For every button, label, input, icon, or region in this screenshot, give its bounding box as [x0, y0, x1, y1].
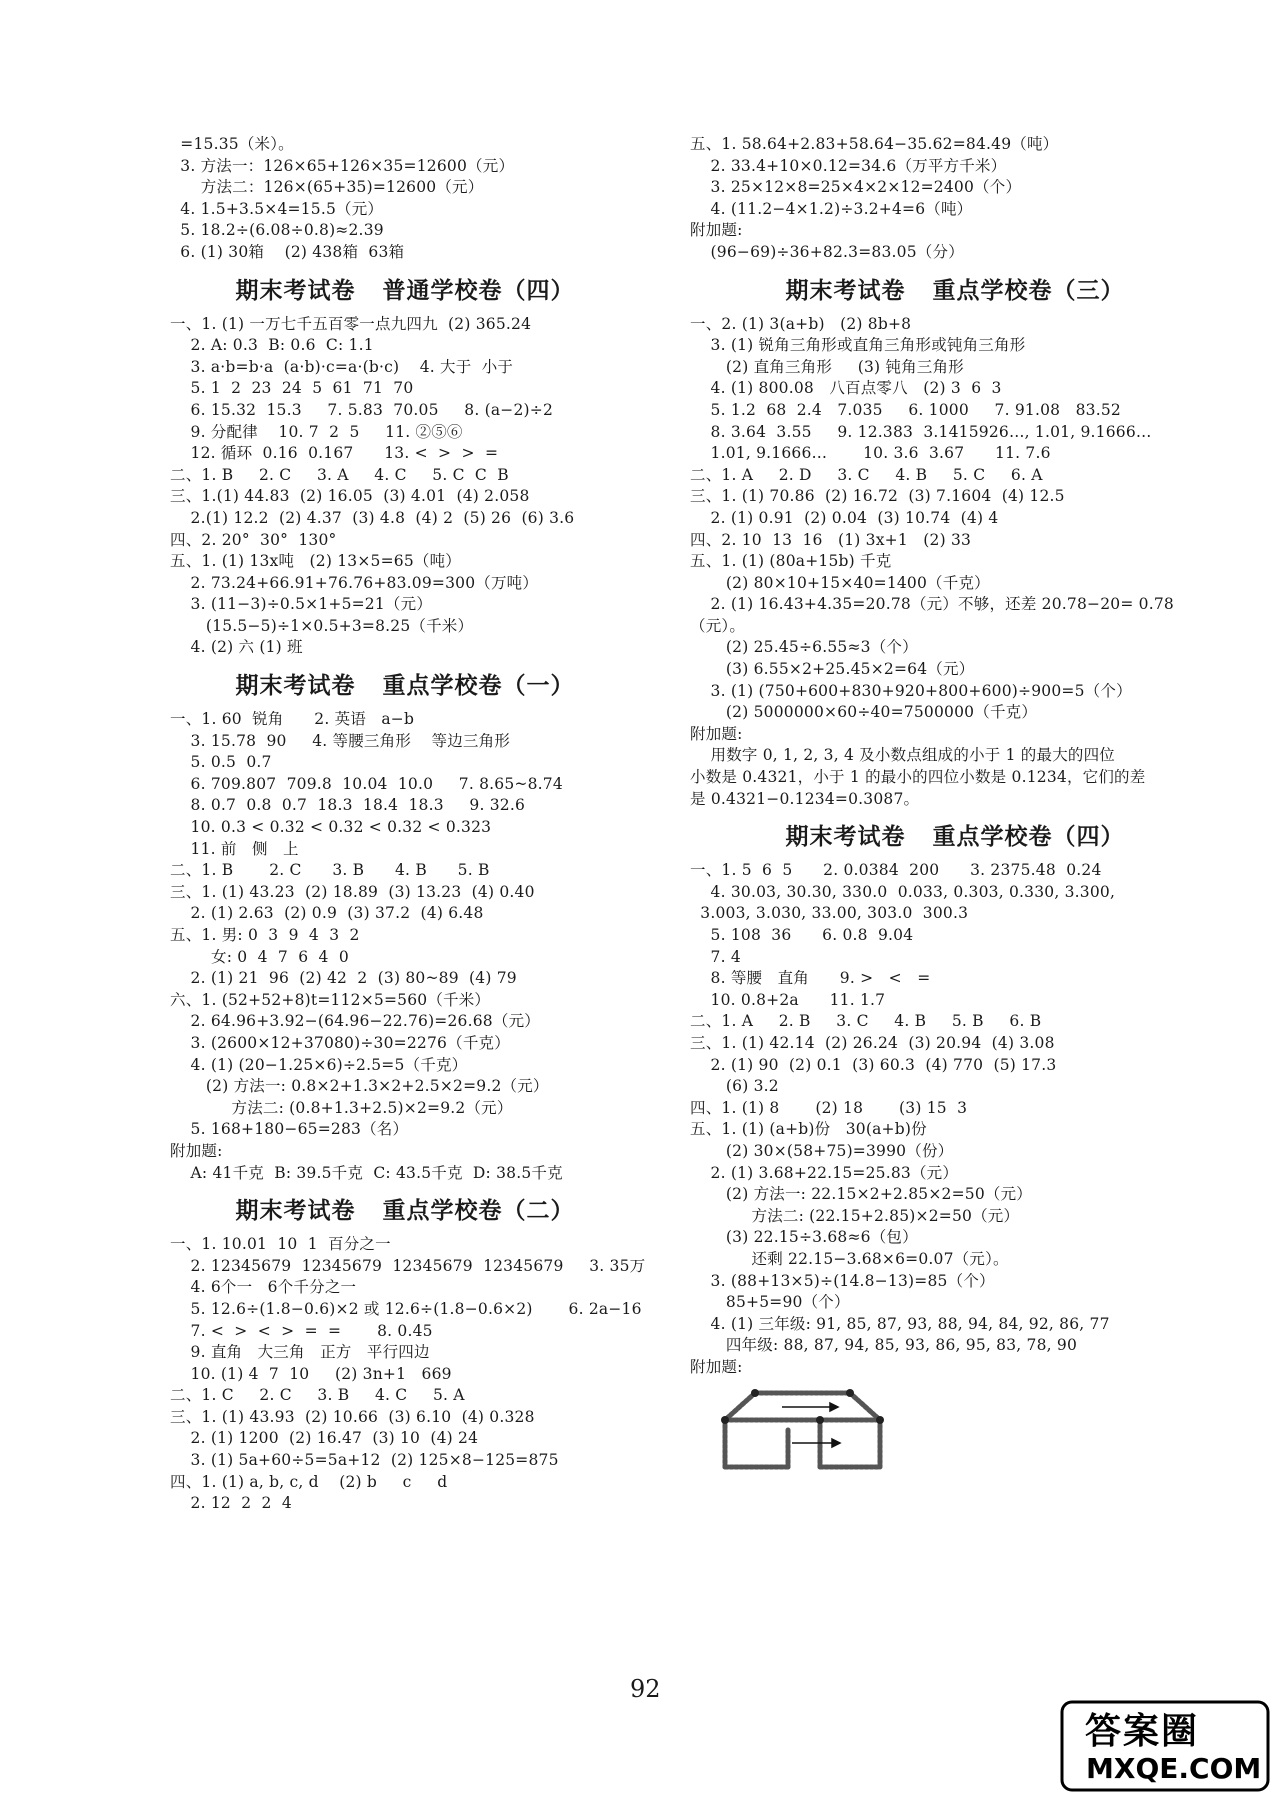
- answer-line: 2. A: 0.3 B: 0.6 C: 1.1: [170, 336, 374, 355]
- answer-line: 还剩 22.15−3.68×6=0.07（元）。: [690, 1249, 1009, 1268]
- answer-line: 女: 0 4 7 6 4 0: [170, 947, 349, 966]
- answer-line: 2. 12 2 2 4: [170, 1494, 292, 1513]
- answer-line: 5. 18.2÷(6.08÷0.8)≈2.39: [170, 221, 384, 240]
- answer-line: 四、1. (1) 8 (2) 18 (3) 15 3: [690, 1098, 968, 1117]
- answer-line: 4. (11.2−4×1.2)÷3.2+4=6（吨）: [690, 199, 973, 218]
- answer-line: (2) 30×(58+75)=3990（份）: [690, 1141, 954, 1160]
- answer-line: =15.35（米）。: [170, 135, 294, 153]
- answer-line: 小数是 0.4321，小于 1 的最小的四位小数是 0.1234，它们的差: [690, 768, 1146, 787]
- answer-line: 5. 168+180−65=283（名）: [170, 1120, 409, 1139]
- answer-line: 三、1. (1) 42.14 (2) 26.24 (3) 20.94 (4) 3.08: [690, 1033, 1055, 1052]
- answer-line: 3. (1) 锐角三角形或直角三角形或钝角三角形: [690, 336, 1026, 355]
- answer-line: 4. (1) 800.08 八百点零八 (2) 3 6 3: [690, 379, 1002, 398]
- answer-line: 3. 方法一：126×65+126×35=12600（元）: [170, 156, 515, 175]
- answer-line: (2) 方法一: 22.15×2+2.85×2=50（元）: [690, 1185, 1033, 1204]
- answer-line: 6. (1) 30箱 (2) 438箱 63箱: [170, 242, 405, 261]
- answer-line: 4. 30.03, 30.30, 330.0 0.033, 0.303, 0.330, 3.300,: [690, 882, 1116, 901]
- answer-line: (2) 直角三角形 (3) 钝角三角形: [690, 357, 964, 376]
- answer-line: 4. (1) 三年级: 91, 85, 87, 93, 88, 94, 84, 92, 86, 77: [690, 1314, 1110, 1333]
- answer-line: 3. 15.78 90 4. 等腰三角形 等边三角形: [170, 731, 511, 750]
- answer-line: (96−69)÷36+82.3=83.05（分）: [690, 242, 964, 261]
- answer-line: 方法二: (22.15+2.85)×2=50（元）: [690, 1206, 1020, 1225]
- answer-line: 二、1. A 2. D 3. C 4. B 5. C 6. A: [690, 465, 1043, 484]
- answer-line: 2. 33.4+10×0.12=34.6（万平方千米）: [690, 156, 1007, 175]
- answer-line: 12. 循环 0.16 0.167 13. < > > =: [170, 444, 499, 463]
- answer-line: 10. (1) 4 7 10 (2) 3n+1 669: [170, 1364, 452, 1383]
- answer-line: 3. (2600×12+37080)÷30=2276（千克）: [170, 1033, 510, 1052]
- answer-line: 附加题:: [170, 1141, 223, 1160]
- section-heading: 期末考试卷 普通学校卷（四）: [235, 277, 575, 304]
- answer-line: 用数字 0, 1, 2, 3, 4 及小数点组成的小于 1 的最大的四位: [690, 746, 1116, 765]
- answer-line: 6. 15.32 15.3 7. 5.83 70.05 8. (a−2)÷2: [170, 400, 554, 419]
- answer-line: 5. 1.2 68 2.4 7.035 6. 1000 7. 91.08 83.52: [690, 400, 1121, 419]
- answer-line: (2) 5000000×60÷40=7500000（千克）: [690, 703, 1038, 722]
- answer-line: 4. (1) (20−1.25×6)÷2.5=5（千克）: [170, 1055, 468, 1074]
- answer-line: 5. 1 2 23 24 5 61 71 70: [170, 379, 414, 398]
- answer-line: 3. 25×12×8=25×4×2×12=2400（个）: [690, 178, 1022, 197]
- watermark-text: 答案圈: [1085, 1711, 1200, 1752]
- answer-line: 2. (1) 16.43+4.35=20.78（元）不够，还差 20.78−20= 0.78: [690, 595, 1174, 614]
- answer-line: 5. 0.5 0.7: [170, 753, 272, 772]
- answer-line: (3) 22.15÷3.68≈6（包）: [690, 1228, 918, 1247]
- answer-line: 附加题:: [690, 221, 743, 240]
- answer-line: 三、1. (1) 43.23 (2) 18.89 (3) 13.23 (4) 0.40: [170, 882, 535, 901]
- left-column: [170, 134, 680, 1515]
- answer-line: 2. (1) 1200 (2) 16.47 (3) 10 (4) 24: [170, 1429, 479, 1448]
- answer-line: 附加题:: [690, 724, 743, 743]
- answer-line: 5. 108 36 6. 0.8 9.04: [690, 926, 914, 944]
- answer-line: 四年级: 88, 87, 94, 85, 93, 86, 95, 83, 78, 90: [690, 1336, 1078, 1355]
- answer-line: 11. 前 侧 上: [170, 839, 299, 858]
- answer-line: 四、2. 20° 30° 130°: [170, 530, 337, 549]
- answer-line: (3) 6.55×2+25.45×2=64（元）: [690, 660, 975, 679]
- section-heading: 期末考试卷 重点学校卷（三）: [785, 277, 1125, 304]
- right-column: [690, 134, 1250, 1378]
- answer-line: 2. 12345679 12345679 12345679 12345679 3. 35万: [170, 1256, 646, 1275]
- answer-line: 6. 709.807 709.8 10.04 10.0 7. 8.65~8.74: [170, 774, 563, 793]
- section-heading: 期末考试卷 重点学校卷（一）: [235, 673, 575, 700]
- section-heading: 期末考试卷 重点学校卷（二）: [235, 1198, 575, 1225]
- answer-line: 二、1. B 2. C 3. A 4. C 5. C C B: [170, 465, 509, 484]
- answer-line: 四、1. (1) a, b, c, d (2) b c d: [170, 1472, 448, 1491]
- answer-line: 1.01, 9.1666… 10. 3.6 3.67 11. 7.6: [690, 444, 1051, 463]
- answer-line: 3. (1) (750+600+830+920+800+600)÷900=5（个）: [690, 681, 1132, 700]
- answer-line: 4. (2) 六 (1) 班: [170, 638, 303, 657]
- answer-line: 7. 4: [690, 947, 741, 966]
- answer-line: 方法二: (0.8+1.3+2.5)×2=9.2（元）: [170, 1098, 513, 1117]
- answer-line: 8. 等腰 直角 9. > < =: [690, 969, 931, 988]
- answer-line: 一、1. 60 锐角 2. 英语 a−b: [170, 710, 415, 729]
- answer-line: 3. (1) 5a+60÷5=5a+12 (2) 125×8−125=875: [170, 1451, 559, 1470]
- watermark-url: MXQE.COM: [1086, 1752, 1262, 1785]
- answer-line: 一、1. 10.01 10 1 百分之一: [170, 1235, 391, 1254]
- answer-line: 9. 分配律 10. 7 2 5 11. ②⑤⑥: [170, 422, 463, 441]
- answer-line: 六、1. (52+52+8)t=112×5=560（千米）: [170, 990, 491, 1009]
- answer-line: 五、1. 58.64+2.83+58.64−35.62=84.49（吨）: [690, 135, 1059, 153]
- page-number: 92: [630, 1675, 661, 1703]
- answer-line: 2. (1) 2.63 (2) 0.9 (3) 37.2 (4) 6.48: [170, 904, 484, 923]
- answer-line: 方法二：126×(65+35)=12600（元）: [170, 178, 484, 197]
- answer-line: 一、1. 5 6 5 2. 0.0384 200 3. 2375.48 0.24: [690, 861, 1102, 880]
- answer-line: 10. 0.8+2a 11. 1.7: [690, 990, 886, 1009]
- answer-line: 是 0.4321−0.1234=0.3087。: [690, 789, 920, 808]
- answer-line: 四、2. 10 13 16 (1) 3x+1 (2) 33: [690, 530, 972, 549]
- answer-line: (15.5−5)÷1×0.5+3=8.25（千米）: [170, 616, 474, 635]
- answer-line: 8. 0.7 0.8 0.7 18.3 18.4 18.3 9. 32.6: [170, 796, 526, 815]
- answer-line: 4. 1.5+3.5×4=15.5（元）: [170, 199, 384, 218]
- answer-line: 3. (88+13×5)÷(14.8−13)=85（个）: [690, 1271, 995, 1290]
- answer-line: 三、1. (1) 43.93 (2) 10.66 (3) 6.10 (4) 0.328: [170, 1407, 535, 1426]
- answer-line: A: 41千克 B: 39.5千克 C: 43.5千克 D: 38.5千克: [170, 1163, 563, 1182]
- answer-line: (2) 80×10+15×40=1400（千克）: [690, 573, 990, 592]
- answer-line: (2) 方法一: 0.8×2+1.3×2+2.5×2=9.2（元）: [170, 1077, 549, 1096]
- answer-line: 2. (1) 0.91 (2) 0.04 (3) 10.74 (4) 4: [690, 508, 999, 527]
- answer-line: 5. 12.6÷(1.8−0.6)×2 或 12.6÷(1.8−0.6×2) 6. 2a−16: [170, 1299, 642, 1318]
- answer-line: (6) 3.2: [690, 1077, 779, 1096]
- section-heading: 期末考试卷 重点学校卷（四）: [785, 824, 1125, 851]
- answer-line: 三、1. (1) 70.86 (2) 16.72 (3) 7.1604 (4) 12.5: [690, 487, 1065, 506]
- answer-line: 7. < > < > = = 8. 0.45: [170, 1321, 433, 1340]
- answer-line: (2) 25.45÷6.55≈3（个）: [690, 638, 918, 657]
- answer-line: 二、1. B 2. C 3. B 4. B 5. B: [170, 861, 490, 880]
- answer-line: 五、1. (1) (80a+15b) 千克: [690, 552, 892, 571]
- answer-line: 3. (11−3)÷0.5×1+5=21（元）: [170, 595, 433, 614]
- answer-line: 2. 73.24+66.91+76.76+83.09=300（万吨）: [170, 573, 539, 592]
- answer-line: 一、1. (1) 一万七千五百零一点九四九 (2) 365.24: [170, 314, 532, 333]
- answer-line: 二、1. C 2. C 3. B 4. C 5. A: [170, 1386, 465, 1405]
- answer-line: 五、1. (1) 13x吨 (2) 13×5=65（吨）: [170, 552, 462, 571]
- answer-line: （元）。: [690, 616, 746, 635]
- answer-line: 3. a·b=b·a (a·b)·c=a·(b·c) 4. 大于 小于: [170, 357, 514, 376]
- answer-line: 一、2. (1) 3(a+b) (2) 8b+8: [690, 314, 912, 333]
- answer-line: 2.(1) 12.2 (2) 4.37 (3) 4.8 (4) 2 (5) 26 (6) 3.6: [170, 508, 575, 527]
- answer-line: 2. (1) 3.68+22.15=25.83（元）: [690, 1163, 959, 1182]
- answer-line: 85+5=90（个）: [690, 1293, 850, 1312]
- answer-line: 3.003, 3.030, 33.00, 303.0 300.3: [690, 904, 969, 923]
- answer-line: 9. 直角 大三角 正方 平行四边: [170, 1343, 430, 1362]
- answer-line: 2. 64.96+3.92−(64.96−22.76)=26.68（元）: [170, 1012, 540, 1031]
- answer-line: 五、1. 男: 0 3 9 4 3 2: [170, 926, 360, 944]
- answer-line: 2. (1) 21 96 (2) 42 2 (3) 80~89 (4) 79: [170, 969, 517, 988]
- answer-line: 五、1. (1) (a+b)份 30(a+b)份: [690, 1120, 927, 1139]
- answer-line: 二、1. A 2. B 3. C 4. B 5. B 6. B: [690, 1012, 1042, 1031]
- answer-line: 附加题:: [690, 1357, 743, 1376]
- answer-line: 三、1.(1) 44.83 (2) 16.05 (3) 4.01 (4) 2.058: [170, 487, 530, 506]
- answer-line: 4. 6个一 6个千分之一: [170, 1278, 357, 1297]
- matchstick-house-figure: [720, 1385, 890, 1475]
- answer-line: 8. 3.64 3.55 9. 12.383 3.1415926…, 1.01, 9.1666…: [690, 422, 1152, 441]
- answer-line: 10. 0.3 < 0.32 < 0.32 < 0.32 < 0.323: [170, 818, 492, 837]
- answer-line: 2. (1) 90 (2) 0.1 (3) 60.3 (4) 770 (5) 17.3: [690, 1055, 1057, 1074]
